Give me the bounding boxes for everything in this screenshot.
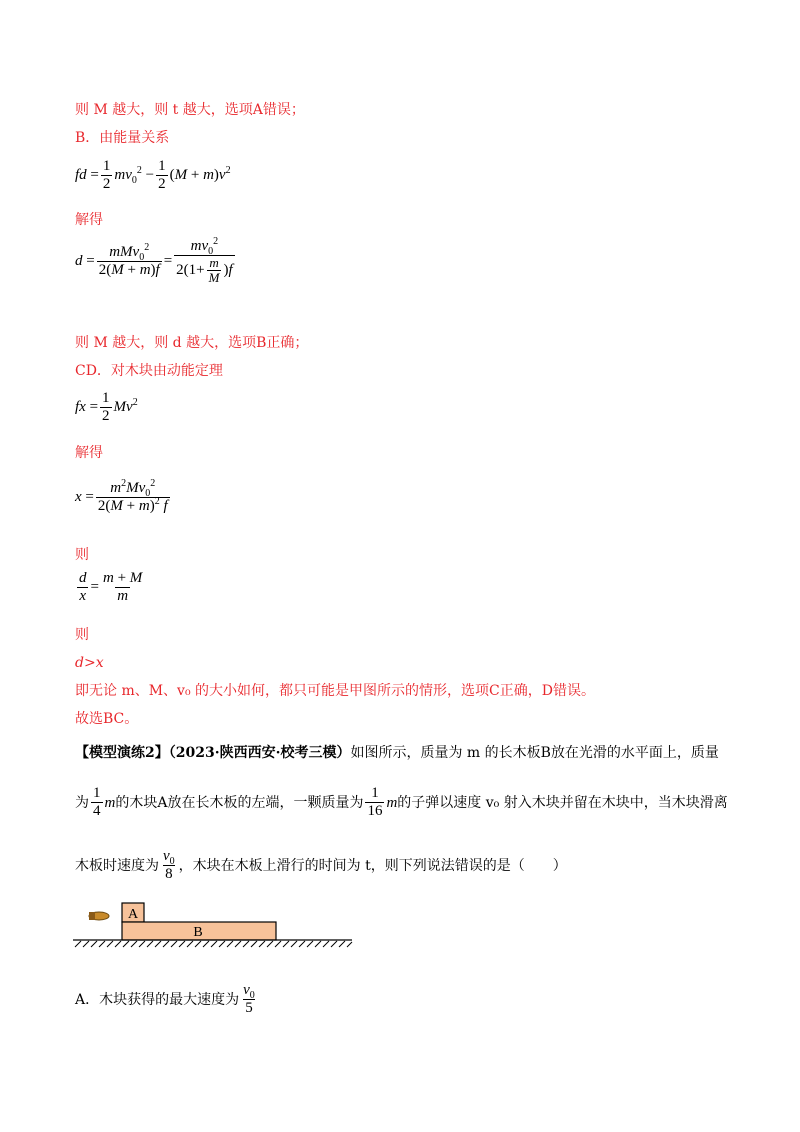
equation-2: d = $\frac{mMv_0^2}{2(M + m)f}$ = $mv_0^2$ 2(1+ $\frac{m}{M}$ ) f — [75, 236, 233, 285]
equation-1: fd = $\frac{1}{2}$ $mv_0^2$ − $\frac{1}{2}$ $(M + m)v^2$ — [75, 158, 231, 192]
solution-line-4: CD．对木块由动能定理 — [75, 363, 223, 379]
solution-label-then-2: 则 — [75, 627, 89, 643]
solution-line-5: 即无论 m、M、v₀ 的大小如何，都只可能是甲图所示的情形，选项C正确，D错误。 — [75, 683, 595, 699]
option-a[interactable]: A．木块获得的最大速度为 $\frac{v_0}{5}$ — [75, 982, 255, 1016]
equation-5: $\frac{d}{x}$ = $\frac{m + M}{m}$ — [79, 570, 143, 604]
equation-3: fx = $\frac{1}{2}$ Mv$^2$ — [75, 390, 138, 424]
bullet-block-board-diagram — [70, 895, 360, 955]
solution-label-solve-2: 解得 — [75, 445, 103, 461]
board-b-label: B — [193, 925, 203, 940]
solution-line-3: 则 M 越大，则 d 越大，选项B正确； — [75, 335, 309, 351]
question-line-1: 【模型演练2】（2023·陕西西安·校考三模）如图所示，质量为 m 的长木板B放在光滑的水平面上，质量 — [75, 745, 719, 761]
solution-label-solve-1: 解得 — [75, 212, 103, 228]
ground-hatch — [75, 941, 352, 947]
equation-4: x = $\frac{m^2Mv_0^2}{2(M + m)^2 f}$ — [75, 478, 168, 514]
solution-line-6: 故选BC。 — [75, 711, 139, 727]
solution-label-then-1: 则 — [75, 547, 89, 563]
solution-line-1: 则 M 越大，则 t 越大，选项A错误； — [75, 102, 305, 118]
solution-result: d>x — [75, 655, 104, 671]
solution-line-2: B．由能量关系 — [75, 130, 170, 146]
block-a-label: A — [127, 907, 139, 922]
bullet-icon — [89, 912, 109, 920]
question-line-3: 木板时速度为 $\frac{v_0}{8}$ ，木块在木板上滑行的时间为 t，则下列说法错误的是（ ） — [75, 848, 567, 882]
question-line-2: 为 $\frac{1}{4}$ m 的木块A放在长木板的左端，一颗质量为 $\frac{1}{16}$ m 的子弹以速度 v₀ 射入木块并留在木块中，当木块滑离 — [75, 785, 728, 819]
